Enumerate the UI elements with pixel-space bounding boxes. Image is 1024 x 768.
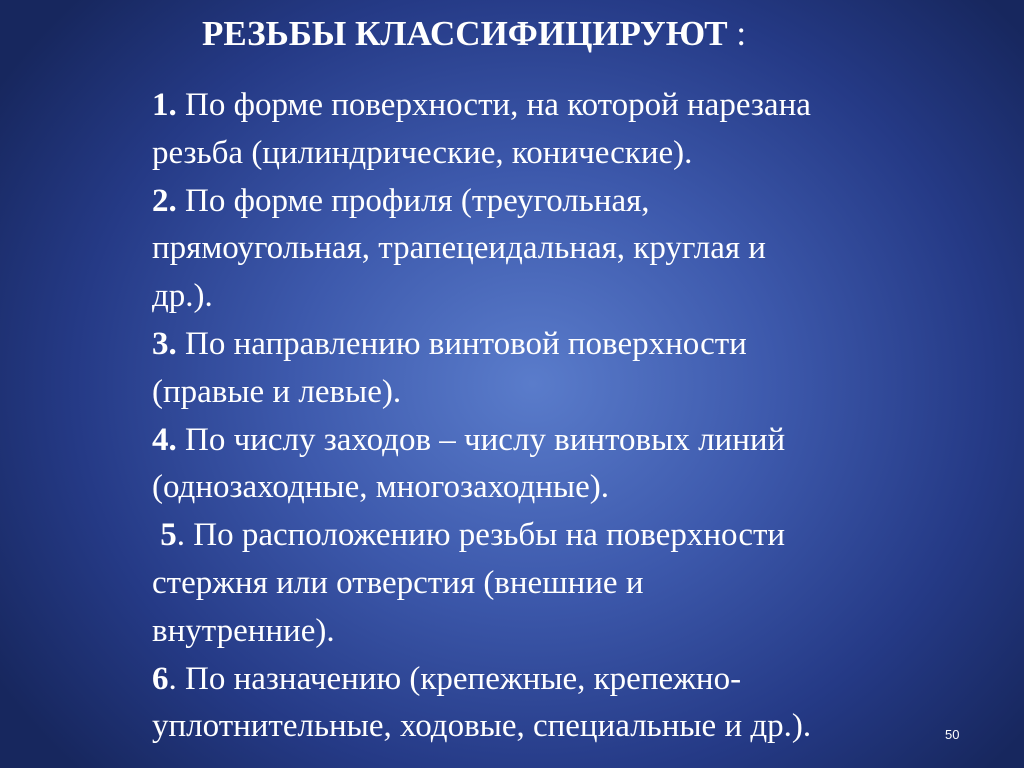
list-item (152, 512, 952, 655)
item-text: По направлению винтовой поверхности (176, 325, 747, 362)
item-text: По форме поверхности, на которой нарезана (176, 87, 811, 123)
list-item (152, 656, 952, 752)
item-line: прямоугольная, трапецеидальная, круглая и (152, 230, 766, 267)
slide-title (202, 12, 746, 56)
item-line: др.). (152, 278, 213, 315)
item-number: 5 (160, 517, 177, 554)
item-text: По числу заходов – числу винтовых линий (176, 421, 786, 458)
page-number: 50 (945, 727, 960, 742)
classification-list (152, 82, 952, 751)
item-number: 2. (152, 182, 177, 219)
item-line (152, 321, 952, 369)
list-item (152, 82, 952, 178)
item-line (152, 656, 952, 704)
item-text: . По назначению (крепежные, крепежно- (168, 660, 742, 697)
slide-title-text: РЕЗЬБЫ КЛАССИФИЦИРУЮТ (202, 14, 728, 53)
item-text: По форме профиля (треугольная, (176, 182, 650, 219)
item-number: 1. (152, 87, 177, 123)
item-line: уплотнительные, ходовые, специальные и др.). (152, 708, 812, 745)
list-item (152, 178, 952, 321)
item-line (152, 178, 952, 226)
item-line: резьба (цилиндрические, конические). (152, 134, 693, 171)
item-line: внутренние). (152, 612, 335, 649)
item-number: 3. (152, 325, 177, 362)
item-line: (правые и левые). (152, 373, 402, 410)
item-number: 4. (152, 421, 177, 458)
slide-title-colon: : (727, 14, 747, 53)
list-item (152, 321, 952, 417)
item-line (152, 417, 952, 465)
item-line: стержня или отверстия (внешние и (152, 564, 644, 601)
item-line (152, 512, 952, 560)
item-number: 6 (152, 660, 169, 697)
item-line (152, 82, 952, 130)
item-line: (однозаходные, многозаходные). (152, 469, 609, 506)
item-text: . По расположению резьбы на поверхности (176, 517, 786, 554)
list-item (152, 417, 952, 513)
